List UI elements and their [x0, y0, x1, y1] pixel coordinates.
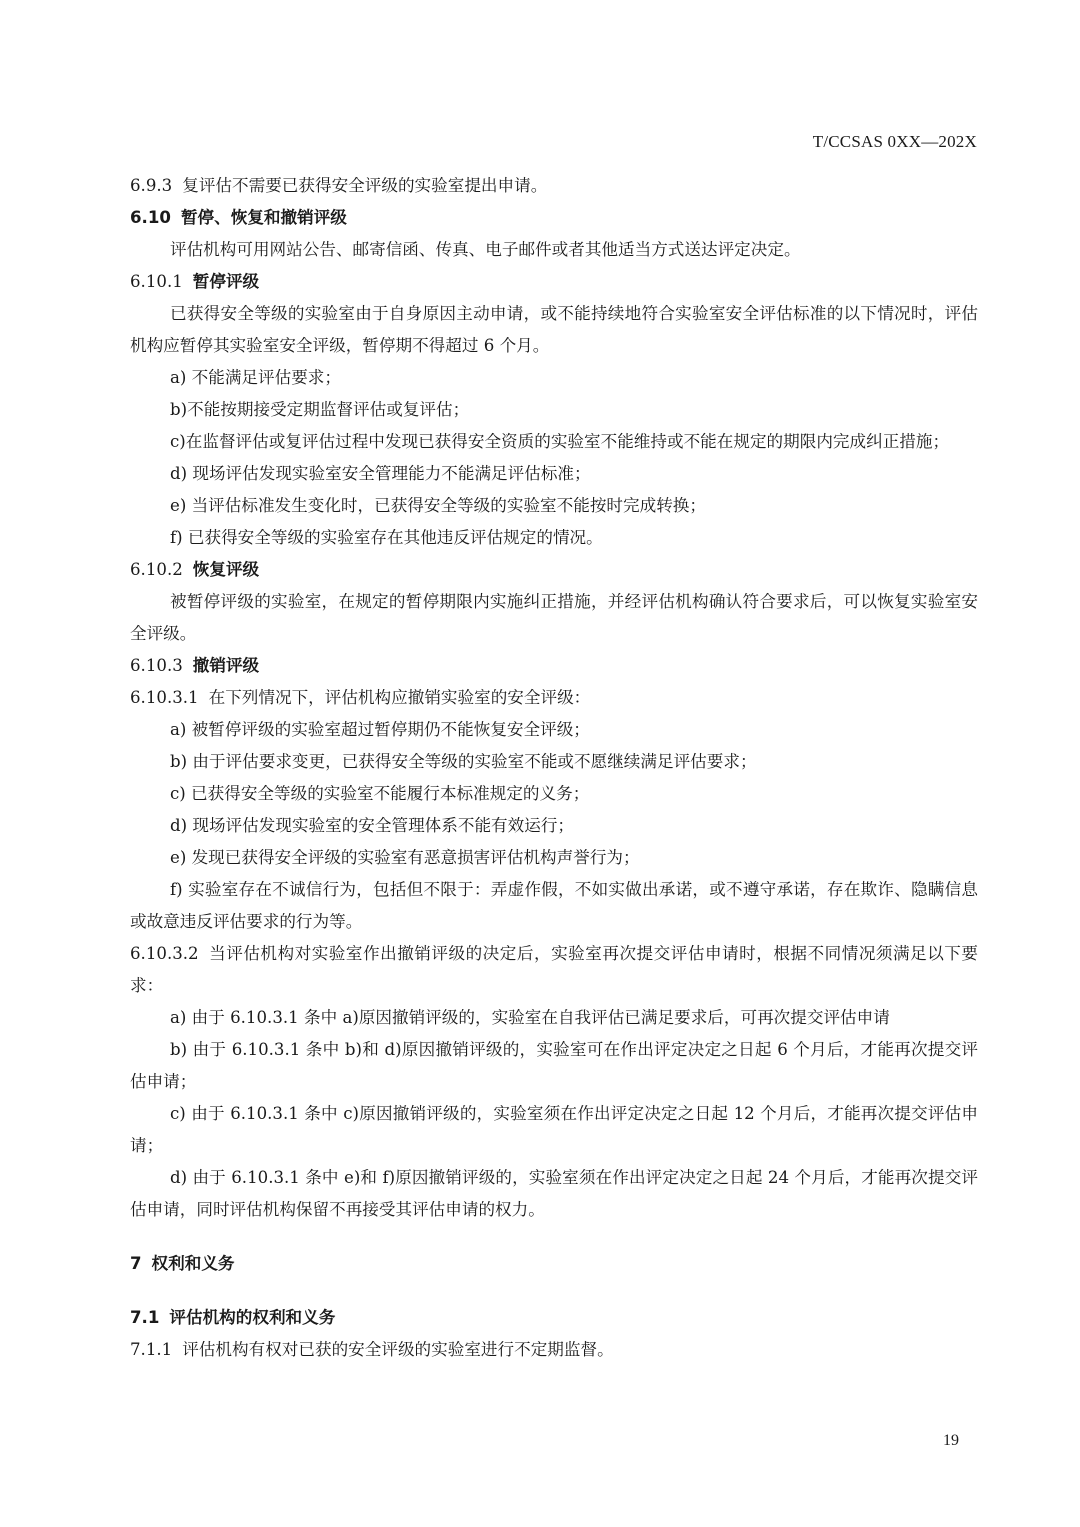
- clause-text: 评估机构有权对已获的安全评级的实验室进行不定期监督。: [182, 1340, 614, 1359]
- list-item: c)在监督评估或复评估过程中发现已获得安全资质的实验室不能维持或不能在规定的期限内完成纠正措施；: [170, 432, 950, 451]
- clause-text: 复评估不需要已获得安全评级的实验室提出申请。: [182, 176, 548, 195]
- heading-6-10-3: [130, 650, 978, 682]
- page-content: [130, 170, 978, 1366]
- list-item: a) 不能满足评估要求；: [170, 368, 341, 387]
- paragraph-6-10-intro: 评估机构可用网站公告、邮寄信函、传真、电子邮件或者其他适当方式送达评定决定。: [170, 240, 801, 259]
- clause-number: 6.10.3.2: [130, 944, 199, 963]
- paragraph-6-10-1: 已获得安全等级的实验室由于自身原因主动申请，或不能持续地符合实验室安全评估标准的以下情况时，评估机构应暂停其实验室安全评级，暂停期不得超过 6 个月。: [130, 304, 978, 355]
- clause-text: 当评估机构对实验室作出撤销评级的决定后，实验室再次提交评估申请时，根据不同情况须满足以下要求：: [130, 944, 978, 995]
- clause-number: 6.10.3.1: [130, 688, 199, 707]
- heading-number: 6.10.2: [130, 560, 183, 579]
- list-item: d) 现场评估发现实验室安全管理能力不能满足评估标准；: [170, 464, 591, 483]
- heading-title: 权利和义务: [151, 1254, 235, 1273]
- list-item: d) 由于 6.10.3.1 条中 e)和 f)原因撤销评级的，实验室须在作出评定决定之日起 24 个月后，才能再次提交评估申请，同时评估机构保留不再接受其评估申请的权力。: [130, 1168, 978, 1219]
- page-number: 19: [943, 1432, 959, 1449]
- clause-number: 6.9.3: [130, 176, 173, 195]
- clause-6-10-3-1: [130, 682, 978, 714]
- heading-7-1: [130, 1302, 978, 1334]
- list-item: a) 被暂停评级的实验室超过暂停期仍不能恢复安全评级；: [170, 720, 590, 739]
- heading-number: 6.10.3: [130, 656, 183, 675]
- document-id: T/CCSAS 0XX—202X: [812, 132, 977, 151]
- heading-number: 7: [130, 1254, 142, 1273]
- heading-6-10-1: [130, 266, 978, 298]
- heading-title: 暂停、恢复和撤销评级: [180, 208, 347, 227]
- list-item: b)不能按期接受定期监督评估或复评估；: [170, 400, 470, 419]
- clause-6-9-3: [130, 170, 978, 202]
- list-item: b) 由于 6.10.3.1 条中 b)和 d)原因撤销评级的，实验室可在作出评定决定之日起 6 个月后，才能再次提交评估申请；: [130, 1040, 978, 1091]
- spacer: [130, 1280, 978, 1302]
- list-item: a) 由于 6.10.3.1 条中 a)原因撤销评级的，实验室在自我评估已满足要求后，可再次提交评估申请: [170, 1008, 890, 1027]
- list-item: f) 已获得安全等级的实验室存在其他违反评估规定的情况。: [170, 528, 603, 547]
- spacer: [130, 1226, 978, 1248]
- clause-text: 在下列情况下，评估机构应撤销实验室的安全评级：: [208, 688, 591, 707]
- heading-number: 7.1: [130, 1308, 160, 1327]
- heading-6-10-2: [130, 554, 978, 586]
- clause-6-10-3-2: [130, 938, 978, 1002]
- list-item: c) 由于 6.10.3.1 条中 c)原因撤销评级的，实验室须在作出评定决定之日起 12 个月后，才能再次提交评估申请；: [130, 1104, 978, 1155]
- heading-number: 6.10.1: [130, 272, 183, 291]
- list-item: b) 由于评估要求变更，已获得安全等级的实验室不能或不愿继续满足评估要求；: [170, 752, 757, 771]
- heading-title: 撤销评级: [192, 656, 260, 675]
- paragraph-6-10-2: 被暂停评级的实验室，在规定的暂停期限内实施纠正措施，并经评估机构确认符合要求后，可以恢复实验室安全评级。: [130, 592, 978, 643]
- list-item: d) 现场评估发现实验室的安全管理体系不能有效运行；: [170, 816, 575, 835]
- heading-number: 6.10: [130, 208, 171, 227]
- clause-number: 7.1.1: [130, 1340, 173, 1359]
- list-item: f) 实验室存在不诚信行为，包括但不限于：弄虚作假，不如实做出承诺，或不遵守承诺，存在欺诈、隐瞒信息或故意违反评估要求的行为等。: [130, 880, 978, 931]
- list-item: c) 已获得安全等级的实验室不能履行本标准规定的义务；: [170, 784, 590, 803]
- heading-7: [130, 1248, 978, 1280]
- list-item: e) 当评估标准发生变化时，已获得安全等级的实验室不能按时完成转换；: [170, 496, 706, 515]
- heading-title: 恢复评级: [192, 560, 260, 579]
- list-item: e) 发现已获得安全评级的实验室有恶意损害评估机构声誉行为；: [170, 848, 640, 867]
- clause-7-1-1: [130, 1334, 978, 1366]
- heading-title: 评估机构的权利和义务: [169, 1308, 336, 1327]
- heading-title: 暂停评级: [192, 272, 260, 291]
- heading-6-10: [130, 202, 978, 234]
